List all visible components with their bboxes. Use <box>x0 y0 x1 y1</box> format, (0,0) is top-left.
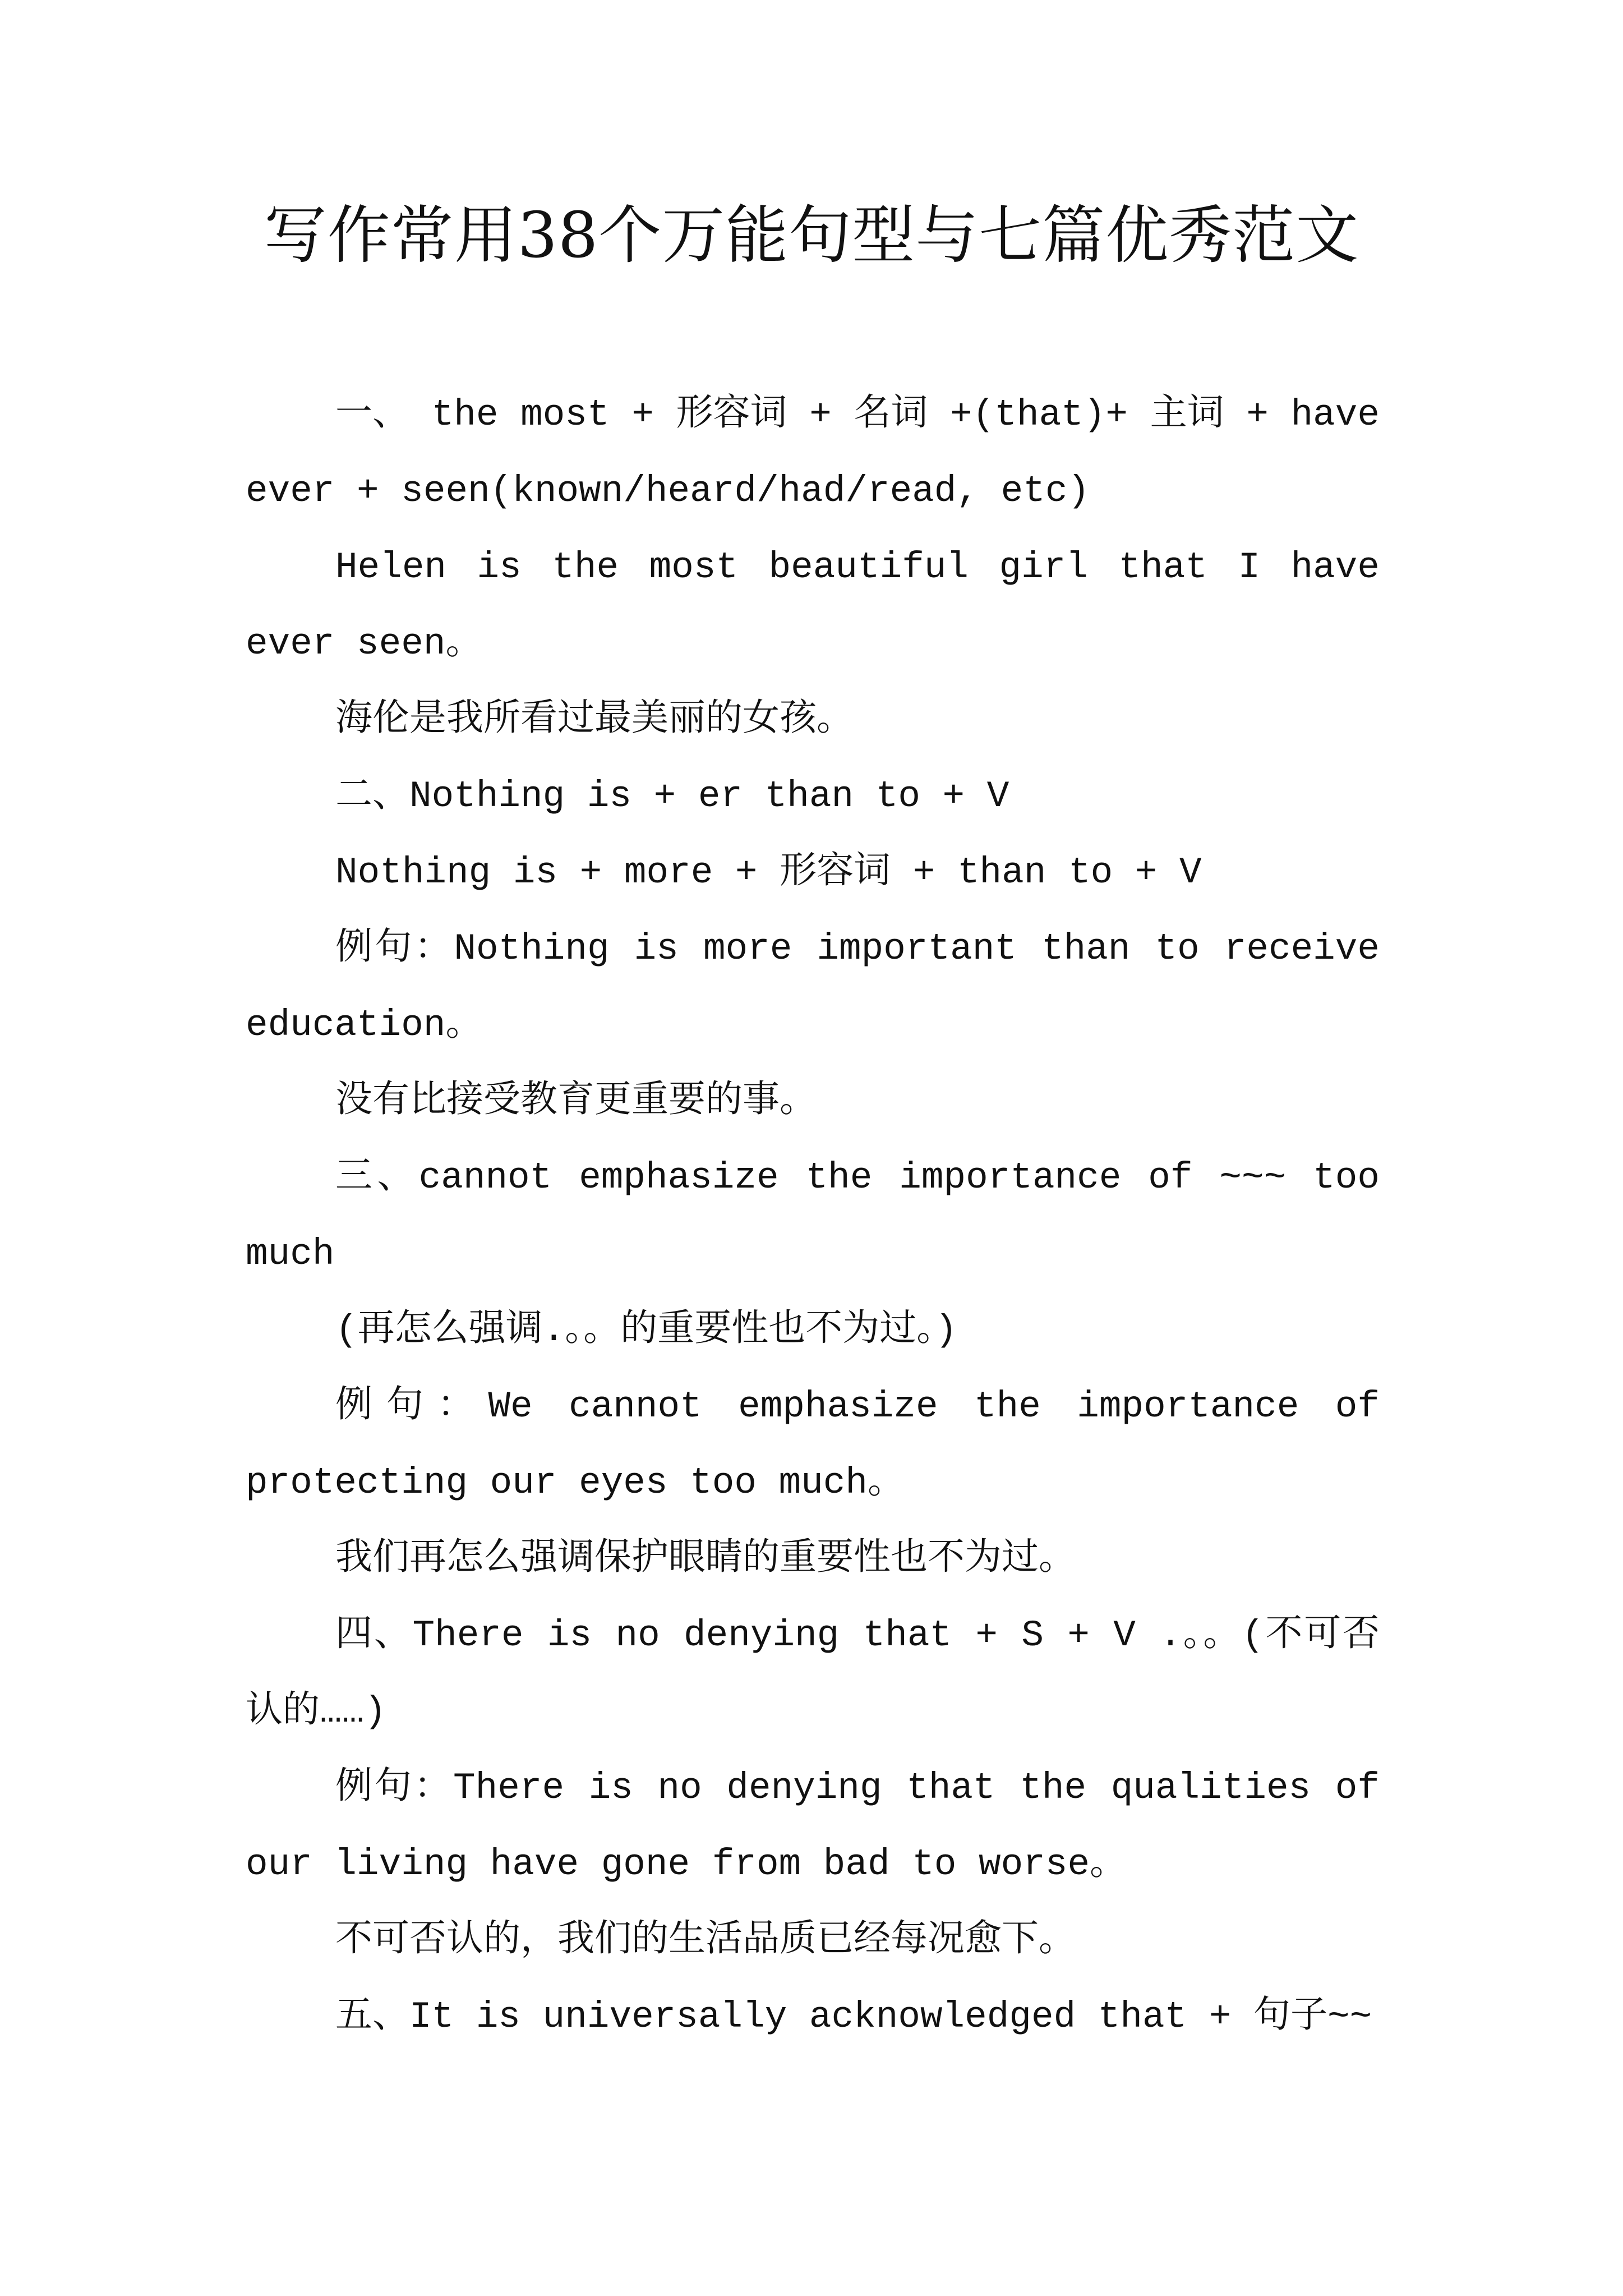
paragraph-pattern-3: 三、cannot emphasize the importance of ~~~ too much <box>246 1157 1380 1275</box>
document-title: 写作常用38个万能句型与七篇优秀范文 <box>264 199 1359 272</box>
paragraph-pattern-4: 四、There is no denying that + S + V .。。(不可否认的……) <box>246 1614 1380 1733</box>
paragraph-example-1: Helen is the most beautiful girl that I have ever seen。 <box>246 546 1380 665</box>
paragraph-example-4: 例句：There is no denying that the qualities of our living have gone from bad to worse。 <box>246 1767 1380 1885</box>
paragraph-translation-1: 海伦是我所看过最美丽的女孩。 <box>335 699 854 741</box>
paragraph-translation-4: 不可否认的，我们的生活品质已经每况愈下。 <box>335 1920 1076 1962</box>
paragraph-translation-3: 我们再怎么强调保护眼睛的重要性也不为过。 <box>335 1538 1076 1580</box>
paragraph-pattern-3-note: (再怎么强调.。。的重要性也不为过。) <box>335 1309 957 1351</box>
paragraph-example-2: 例句：Nothing is more important than to receive education。 <box>246 928 1380 1046</box>
paragraph-pattern-5: 五、It is universally acknowledged that + 句子~~ <box>335 1996 1372 2038</box>
paragraph-pattern-1: 一、 the most + 形容词 + 名词 +(that)+ 主词 + have ever + seen(known/heard/had/read, etc) <box>246 394 1380 512</box>
document-body <box>246 377 1380 2055</box>
paragraph-pattern-2b: Nothing is + more + 形容词 + than to + V <box>335 852 1202 894</box>
paragraph-translation-2: 没有比接受教育更重要的事。 <box>335 1080 817 1122</box>
paragraph-example-3: 例句：We cannot emphasize the importance of protecting our eyes too much。 <box>246 1386 1380 1504</box>
paragraph-pattern-2: 二、Nothing is + er than to + V <box>335 775 1009 817</box>
